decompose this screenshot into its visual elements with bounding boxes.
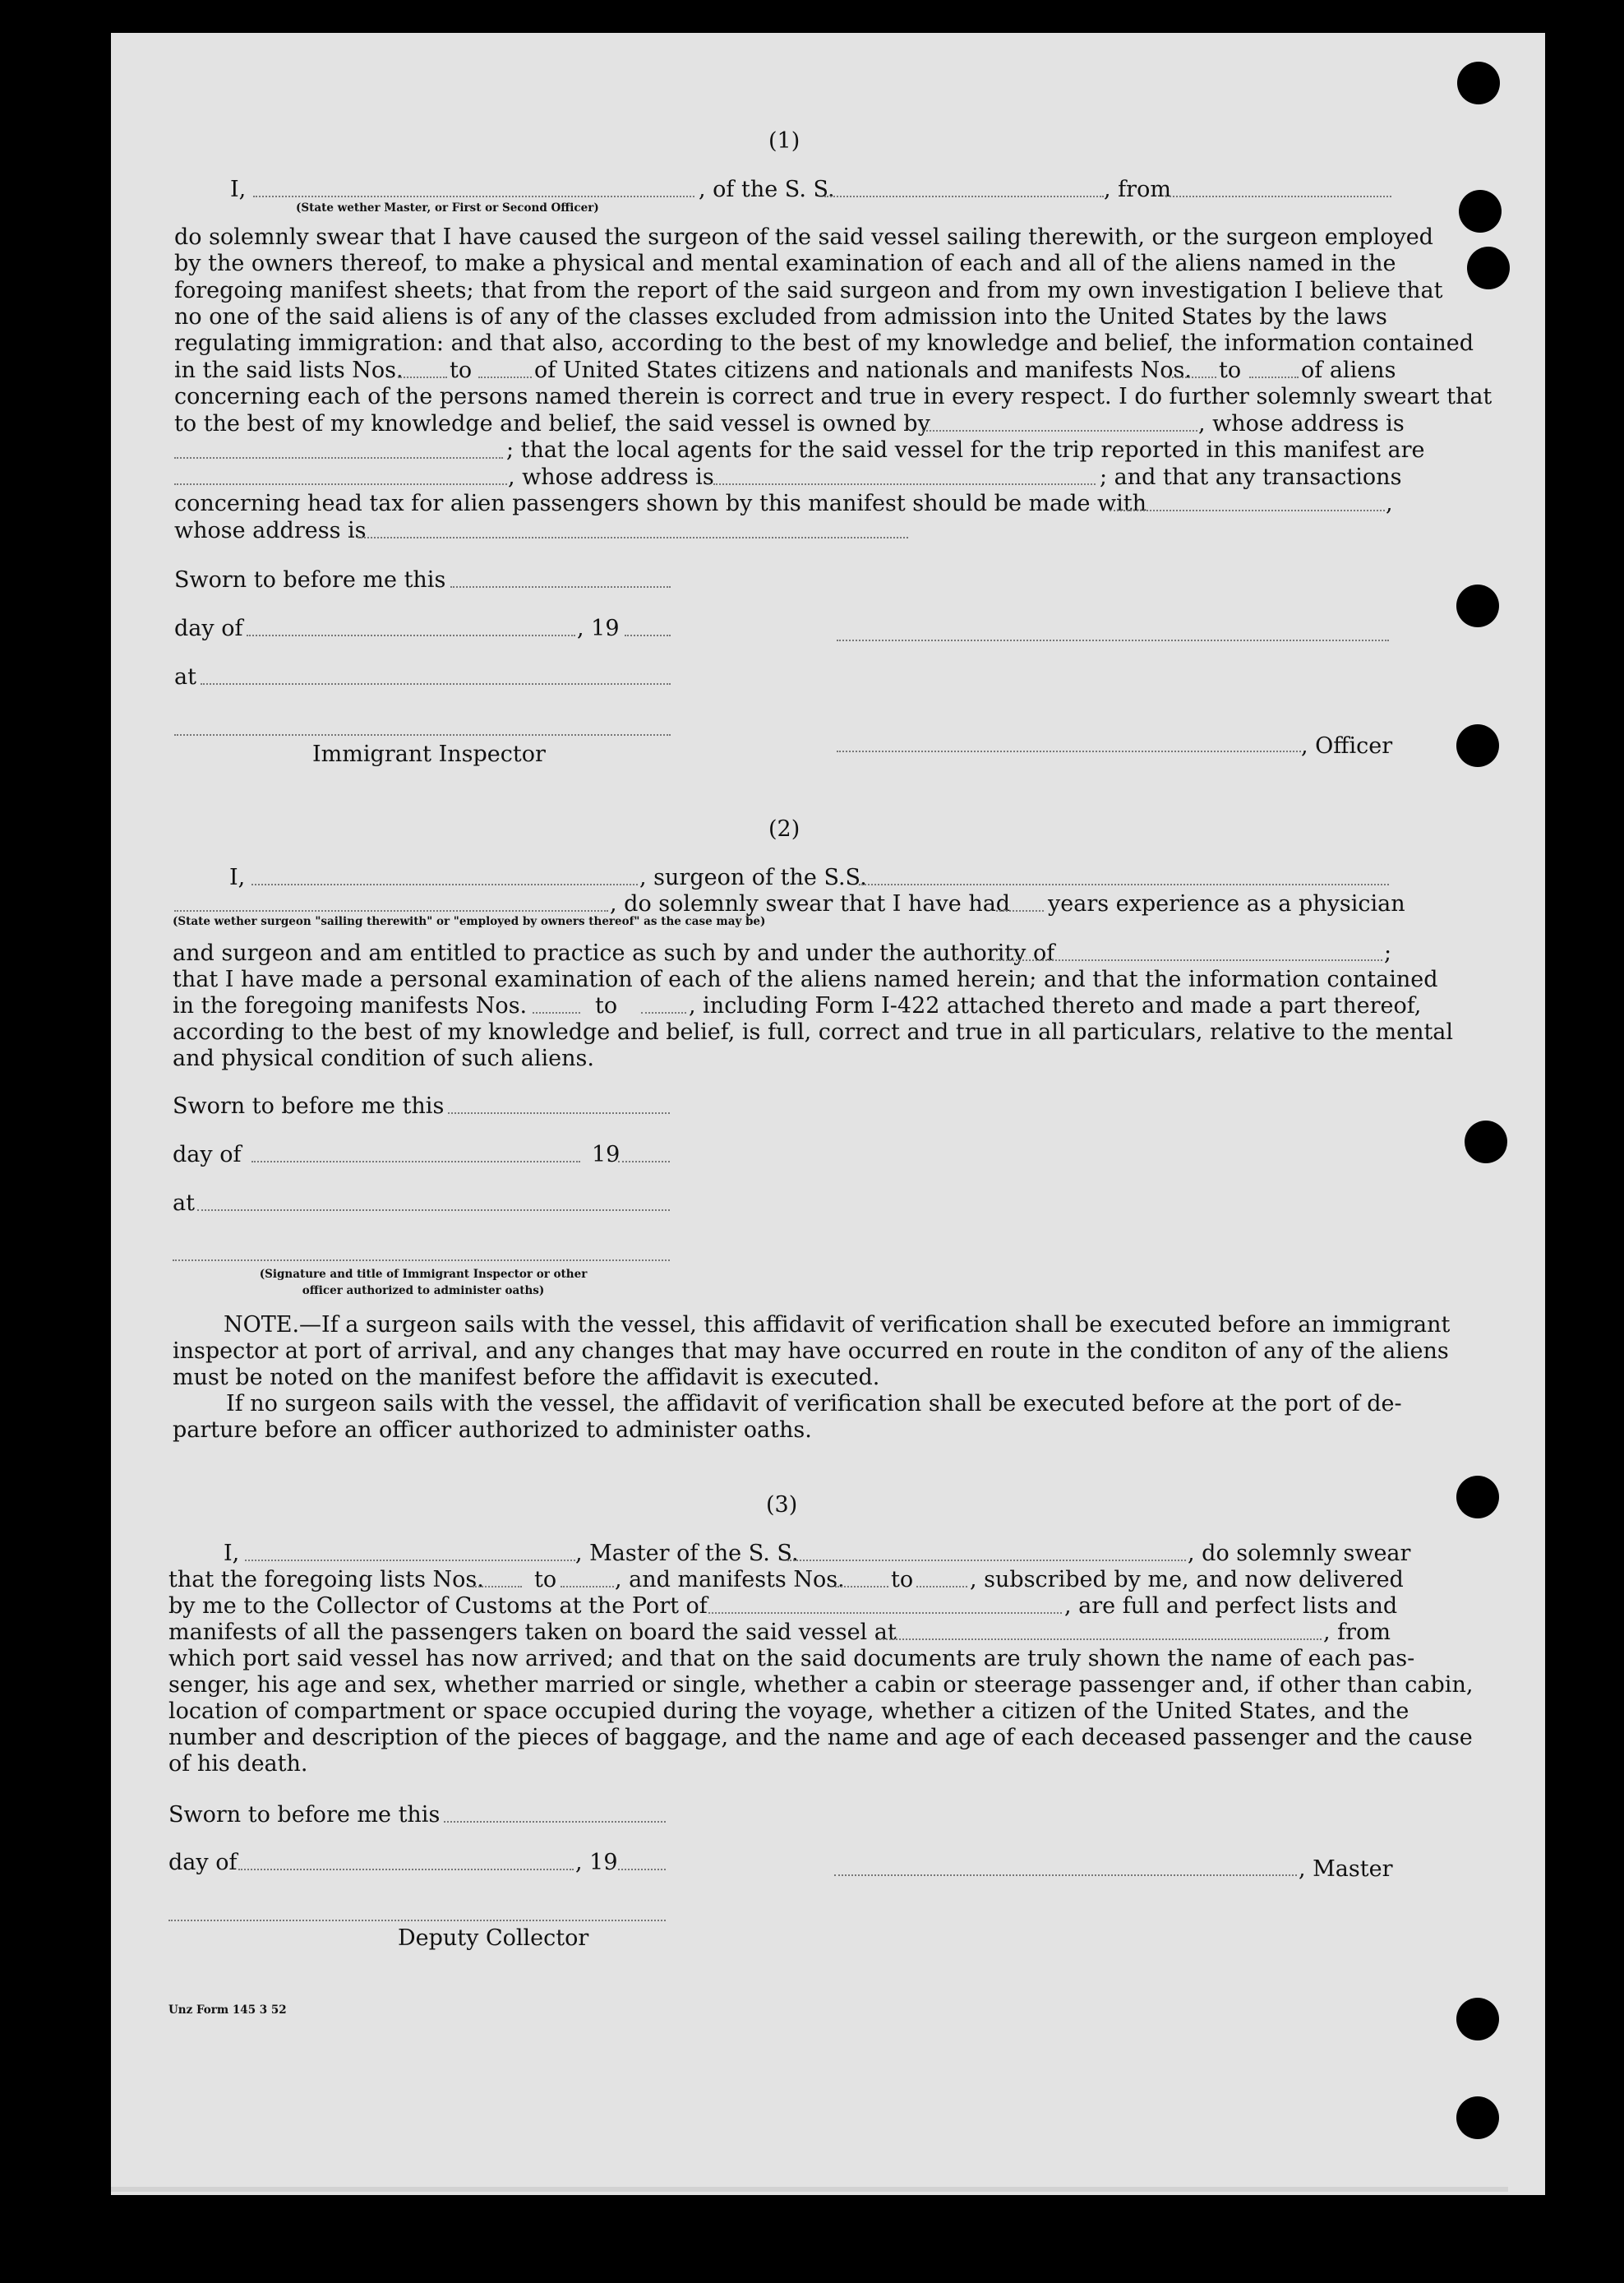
lists-from-field <box>473 1586 522 1587</box>
body-line: senger, his age and sex, whether married or single, whether a cabin or steerage passenger and, if other than cabin, <box>168 1672 1474 1698</box>
body-line: in the said lists Nos. <box>174 358 404 383</box>
ship-name-field <box>859 884 1389 885</box>
body-line: foregoing manifest sheets; that from the report of the said surgeon and from my own investigation I believe that <box>174 278 1443 303</box>
surgeon-of-label: , surgeon of the S.S. <box>639 865 867 890</box>
i-label: I, <box>230 177 247 202</box>
at-label: at <box>173 1190 195 1216</box>
body-line: , from <box>1323 1620 1391 1645</box>
day-field <box>251 1161 580 1162</box>
body-line: , subscribed by me, and now delivered <box>970 1567 1404 1592</box>
lists-to-field <box>478 377 532 378</box>
year-label: , 19 <box>575 1850 618 1875</box>
punch-hole <box>1459 190 1502 233</box>
i-label: I, <box>229 865 246 890</box>
body-line: that I have made a personal examination of each of the aliens named herein; and that the information contained <box>173 967 1438 992</box>
body-line: do solemnly swear that I have caused the surgeon of the said vessel sailing therewith, or the surgeon employed <box>174 224 1433 250</box>
body-line: , whose address is <box>508 464 714 490</box>
owner-address-field <box>174 457 503 459</box>
body-line: concerning head tax for alien passengers shown by this manifest should be made with <box>174 491 1147 516</box>
section-number: (3) <box>766 1492 798 1518</box>
sworn-field <box>450 586 671 588</box>
master-signature-field <box>834 1874 1297 1876</box>
head-tax-field <box>1110 510 1385 511</box>
body-line: ; and that any transactions <box>1100 464 1402 490</box>
surgeon-name-field <box>251 884 638 885</box>
state-note: (State wether Master, or First or Second Officer) <box>296 201 599 215</box>
punch-hole <box>1456 1476 1499 1518</box>
body-line: no one of the said aliens is of any of the classes excluded from admission into the United States by the laws <box>174 304 1387 330</box>
body-line: , including Form I-422 attached thereto and made a part thereof, <box>689 993 1422 1019</box>
note-line: NOTE.—If a surgeon sails with the vessel, this affidavit of verification shall be executed before an immigrant <box>224 1312 1451 1338</box>
body-line: ; <box>1384 940 1392 966</box>
body-line: , and manifests Nos. <box>615 1567 845 1592</box>
year-field <box>618 1161 670 1162</box>
agents-address-field <box>713 483 1096 485</box>
state-note: (State wether surgeon "sailing therewith" or "employed by owners thereof" as the case may be) <box>173 915 766 928</box>
body-line: , whose address is <box>1198 411 1405 437</box>
manifest-to-field <box>641 1012 686 1014</box>
authority-field <box>993 959 1382 961</box>
note-line: inspector at port of arrival, and any changes that may have occurred en route in the conditon of any of the aliens <box>173 1338 1449 1364</box>
section-number: (1) <box>768 128 800 154</box>
body-line: in the foregoing manifests Nos. <box>173 993 528 1019</box>
year-field <box>618 1869 666 1870</box>
note-line: If no surgeon sails with the vessel, the affidavit of verification shall be executed before at the port of de- <box>226 1391 1402 1416</box>
at-field <box>197 1209 670 1211</box>
day-of-label: day of <box>174 616 243 641</box>
year-label: 19 <box>592 1142 621 1167</box>
to-label: to <box>450 358 473 383</box>
day-of-label: day of <box>173 1142 242 1167</box>
body-line: to the best of my knowledge and belief, the said vessel is owned by <box>174 411 930 437</box>
sworn-field <box>448 1112 670 1114</box>
ship-name-field <box>824 196 1104 197</box>
owner-field <box>922 430 1197 432</box>
body-line: location of compartment or space occupied during the voyage, whether a citizen of the United States, and the <box>168 1698 1409 1724</box>
manifests-from-field <box>1165 377 1216 378</box>
sworn-label: Sworn to before me this <box>174 567 446 593</box>
body-line: whose address is <box>174 518 367 543</box>
punch-hole <box>1456 1998 1499 2040</box>
from-field <box>1165 196 1391 197</box>
manifests-to-field <box>1249 377 1299 378</box>
note-line: must be noted on the manifest before the affidavit is executed. <box>173 1365 880 1390</box>
body-line: regulating immigration: and that also, according to the best of my knowledge and belief, the information contained <box>174 330 1474 356</box>
ship-name-field <box>787 1560 1186 1561</box>
signature-field <box>173 1259 670 1261</box>
body-line: , are full and perfect lists and <box>1064 1593 1398 1619</box>
inspector-label: Immigrant Inspector <box>312 742 546 767</box>
to-label: to <box>1219 358 1242 383</box>
deputy-collector-label: Deputy Collector <box>398 1925 589 1951</box>
sworn-label: Sworn to before me this <box>168 1802 441 1828</box>
day-field <box>238 1869 574 1870</box>
body-line: by the owners thereof, to make a physical and mental examination of each and all of the aliens named in the <box>174 251 1396 276</box>
body-line: manifests of all the passengers taken on board the said vessel at <box>168 1620 897 1645</box>
body-line: which port said vessel has now arrived; and that on the said documents are truly shown the name of each pas- <box>168 1646 1415 1671</box>
boarding-port-field <box>876 1638 1322 1640</box>
surgeon-type-field <box>174 910 608 912</box>
body-line: of his death. <box>168 1751 308 1777</box>
lists-to-field <box>561 1586 614 1587</box>
body-line: of aliens <box>1301 358 1396 383</box>
body-line: ; that the local agents for the said vessel for the trip reported in this manifest are <box>506 437 1425 463</box>
day-field <box>247 635 575 636</box>
years-field <box>996 910 1044 912</box>
agents-field <box>174 483 507 485</box>
sworn-label: Sworn to before me this <box>173 1093 445 1119</box>
to-label: to <box>891 1567 914 1592</box>
master-name-field <box>245 1560 575 1561</box>
head-tax-address-field <box>358 537 908 538</box>
day-of-label: day of <box>168 1850 238 1875</box>
manifests-from-field <box>835 1586 888 1587</box>
body-line: of United States citizens and nationals and manifests Nos. <box>534 358 1192 383</box>
page-edge <box>111 2187 1508 2192</box>
officer-label: , Officer <box>1301 733 1393 759</box>
master-of-label: , Master of the S. S. <box>575 1541 799 1566</box>
punch-hole <box>1456 724 1499 767</box>
master-label: , Master <box>1299 1856 1393 1882</box>
body-line: according to the best of my knowledge and belief, is full, correct and true in all particulars, relative to the mental <box>173 1019 1454 1045</box>
manifests-to-field <box>916 1586 967 1587</box>
body-line: number and description of the pieces of baggage, and the name and age of each deceased passenger and the cause <box>168 1725 1473 1750</box>
body-line: , <box>1386 491 1393 516</box>
year-label: , 19 <box>577 616 620 641</box>
signature-note <box>214 1266 633 1299</box>
punch-hole <box>1457 62 1500 104</box>
at-field <box>201 683 671 685</box>
body-line: by me to the Collector of Customs at the Port of <box>168 1593 708 1619</box>
of-ss-label: , of the S. S. <box>699 177 835 202</box>
punch-hole <box>1456 585 1499 627</box>
body-line: and physical condition of such aliens. <box>173 1046 594 1071</box>
signature-field <box>837 640 1389 641</box>
officer-signature-field <box>837 751 1301 752</box>
officer-name-field <box>253 196 694 197</box>
punch-hole <box>1467 247 1510 289</box>
body-line: and surgeon and am entitled to practice as such by and under the authority of <box>173 940 1055 966</box>
swear-label: , do solemnly swear that I have had <box>610 891 1011 917</box>
body-line: years experience as a physician <box>1048 891 1405 917</box>
port-field <box>708 1612 1062 1614</box>
lists-from-field <box>398 377 447 378</box>
signature-note-line: (Signature and title of Immigrant Inspector or other <box>259 1268 588 1281</box>
manifest-from-field <box>533 1012 580 1014</box>
punch-hole <box>1465 1121 1507 1163</box>
body-line: that the foregoing lists Nos. <box>168 1567 484 1592</box>
inspector-signature-field <box>174 734 671 736</box>
note-line: parture before an officer authorized to administer oaths. <box>173 1417 812 1443</box>
section-number: (2) <box>768 816 800 842</box>
collector-signature-field <box>168 1920 666 1921</box>
swear-label: , do solemnly swear <box>1188 1541 1411 1566</box>
sworn-field <box>444 1821 666 1823</box>
punch-hole <box>1456 2096 1499 2139</box>
form-number: Unz Form 145 3 52 <box>168 2003 287 2017</box>
to-label: to <box>595 993 618 1019</box>
signature-note-line: officer authorized to administer oaths) <box>302 1284 545 1297</box>
body-line: concerning each of the persons named therein is correct and true in every respect. I do further solemnly sweart that <box>174 384 1493 409</box>
from-label: , from <box>1104 177 1171 202</box>
year-field <box>625 635 671 636</box>
to-label: to <box>534 1567 557 1592</box>
at-label: at <box>174 664 196 690</box>
i-label: I, <box>224 1541 240 1566</box>
